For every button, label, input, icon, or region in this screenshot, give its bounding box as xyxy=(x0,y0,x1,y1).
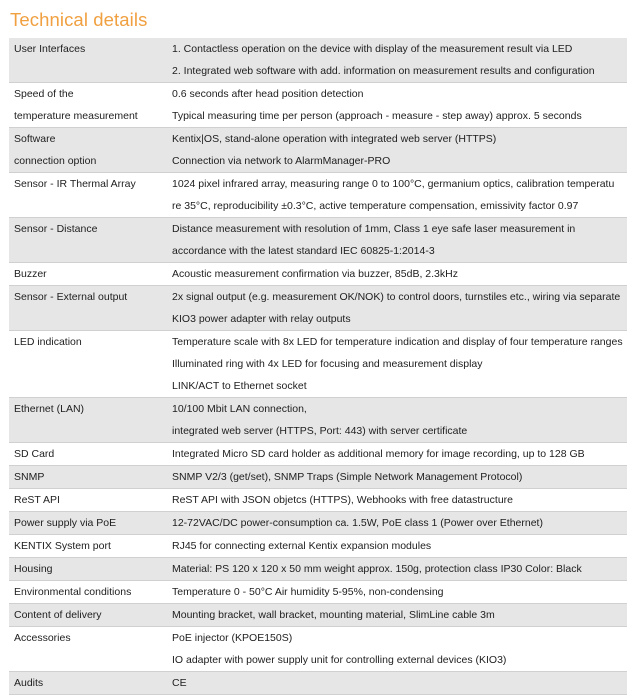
value-line: 12-72VAC/DC power-consumption ca. 1.5W, PoE class 1 (Power over Ethernet) xyxy=(172,517,543,529)
row-label xyxy=(9,263,172,285)
label-line: Speed of the xyxy=(14,88,74,100)
row-value xyxy=(172,558,627,580)
table-row xyxy=(9,173,627,218)
row-label xyxy=(9,398,172,442)
label-line xyxy=(14,195,172,217)
label-line xyxy=(14,60,172,82)
value-line: KIO3 power adapter with relay outputs xyxy=(172,313,351,325)
row-label xyxy=(9,512,172,534)
label-line: Sensor - Distance xyxy=(14,223,98,235)
row-label xyxy=(9,558,172,580)
table-row xyxy=(9,398,627,443)
label-line: KENTIX System port xyxy=(14,540,111,552)
value-line: 2. Integrated web software with add. information on measurement results and configuration xyxy=(172,65,595,77)
label-line: Content of delivery xyxy=(14,609,102,621)
label-line xyxy=(14,375,172,397)
row-label xyxy=(9,173,172,217)
value-line: Material: PS 120 x 120 x 50 mm weight approx. 150g, protection class IP30 Color: Black xyxy=(172,563,582,575)
table-row xyxy=(9,489,627,512)
value-line: Integrated Micro SD card holder as additional memory for image recording, up to 128 GB xyxy=(172,448,585,460)
row-value xyxy=(172,512,627,534)
value-line: Typical measuring time per person (approach - measure - step away) approx. 5 seconds xyxy=(172,110,582,122)
label-line: SNMP xyxy=(14,471,45,483)
row-value xyxy=(172,581,627,603)
label-line: Sensor - IR Thermal Array xyxy=(14,178,136,190)
row-value xyxy=(172,218,627,262)
value-line: Acoustic measurement confirmation via buzzer, 85dB, 2.3kHz xyxy=(172,268,458,280)
row-label xyxy=(9,331,172,397)
row-label xyxy=(9,38,172,82)
row-value xyxy=(172,263,627,285)
row-value xyxy=(172,173,627,217)
row-value xyxy=(172,466,627,488)
value-line: Temperature scale with 8x LED for temperature indication and display of four temperature ranges xyxy=(172,336,623,348)
value-line: Distance measurement with resolution of 1mm, Class 1 eye safe laser measurement in xyxy=(172,223,576,235)
label-line: Buzzer xyxy=(14,268,47,280)
value-line: Temperature 0 - 50°C Air humidity 5-95%, non-condensing xyxy=(172,586,444,598)
row-label xyxy=(9,218,172,262)
label-line: User Interfaces xyxy=(14,43,86,55)
row-value xyxy=(172,83,627,127)
table-row xyxy=(9,263,627,286)
row-value xyxy=(172,286,627,330)
value-line: 10/100 Mbit LAN connection, xyxy=(172,403,307,415)
label-line: Sensor - External output xyxy=(14,291,128,303)
label-line xyxy=(14,353,172,375)
label-line: Accessories xyxy=(14,632,71,644)
row-value xyxy=(172,38,627,82)
label-line xyxy=(14,240,172,262)
label-line: SD Card xyxy=(14,448,55,460)
value-line: 0.6 seconds after head position detection xyxy=(172,88,364,100)
value-line: accordance with the latest standard IEC 60825-1:2014-3 xyxy=(172,245,435,257)
value-line: SNMP V2/3 (get/set), SNMP Traps (Simple Network Management Protocol) xyxy=(172,471,523,483)
table-row xyxy=(9,466,627,489)
row-label xyxy=(9,466,172,488)
label-line: LED indication xyxy=(14,336,82,348)
table-row xyxy=(9,128,627,173)
row-value xyxy=(172,627,627,671)
label-line xyxy=(14,420,172,442)
label-line: connection option xyxy=(14,155,97,167)
table-row xyxy=(9,286,627,331)
value-line: CE xyxy=(172,677,187,689)
value-line: re 35°C, reproducibility ±0.3°C, active temperature compensation, emissivity factor 0.97 xyxy=(172,200,579,212)
value-line: Kentix|OS, stand-alone operation with integrated web server (HTTPS) xyxy=(172,133,497,145)
table-row xyxy=(9,604,627,627)
label-line: Audits xyxy=(14,677,44,689)
value-line: 2x signal output (e.g. measurement OK/NOK) to control doors, turnstiles etc., wiring via separate xyxy=(172,291,621,303)
label-line xyxy=(14,308,172,330)
value-line: PoE injector (KPOE150S) xyxy=(172,632,293,644)
label-line: ReST API xyxy=(14,494,60,506)
row-label xyxy=(9,128,172,172)
table-row xyxy=(9,331,627,398)
label-line: Ethernet (LAN) xyxy=(14,403,85,415)
row-label xyxy=(9,604,172,626)
table-row xyxy=(9,443,627,466)
row-label xyxy=(9,672,172,694)
label-line: Power supply via PoE xyxy=(14,517,117,529)
table-row xyxy=(9,672,627,695)
value-line: LINK/ACT to Ethernet socket xyxy=(172,380,307,392)
row-value xyxy=(172,398,627,442)
row-label xyxy=(9,535,172,557)
value-line: 1. Contactless operation on the device with display of the measurement result via LED xyxy=(172,43,573,55)
table-row xyxy=(9,627,627,672)
table-row xyxy=(9,83,627,128)
value-line: integrated web server (HTTPS, Port: 443) with server certificate xyxy=(172,425,468,437)
value-line: 1024 pixel infrared array, measuring range 0 to 100°C, germanium optics, calibration temperatu xyxy=(172,178,615,190)
value-line: Connection via network to AlarmManager-PRO xyxy=(172,155,391,167)
technical-details-table xyxy=(9,38,627,695)
page-title: Technical details xyxy=(10,9,148,30)
value-line: Illuminated ring with 4x LED for focusing and measurement display xyxy=(172,358,483,370)
label-line: Software xyxy=(14,133,56,145)
row-value xyxy=(172,672,627,694)
label-line: Housing xyxy=(14,563,53,575)
table-row xyxy=(9,512,627,535)
label-line: Environmental conditions xyxy=(14,586,132,598)
row-label xyxy=(9,489,172,511)
row-label xyxy=(9,627,172,671)
row-label xyxy=(9,581,172,603)
row-value xyxy=(172,604,627,626)
table-row xyxy=(9,581,627,604)
row-value xyxy=(172,535,627,557)
value-line: IO adapter with power supply unit for controlling external devices (KIO3) xyxy=(172,654,507,666)
row-value xyxy=(172,128,627,172)
label-line: temperature measurement xyxy=(14,110,138,122)
value-line: RJ45 for connecting external Kentix expansion modules xyxy=(172,540,432,552)
row-value xyxy=(172,489,627,511)
row-label xyxy=(9,286,172,330)
value-line: Mounting bracket, wall bracket, mounting material, SlimLine cable 3m xyxy=(172,609,495,621)
table-row xyxy=(9,558,627,581)
table-row xyxy=(9,535,627,558)
row-label xyxy=(9,443,172,465)
value-line: ReST API with JSON objetcs (HTTPS), Webhooks with free datastructure xyxy=(172,494,513,506)
label-line xyxy=(14,649,172,671)
row-value xyxy=(172,443,627,465)
table-row xyxy=(9,38,627,83)
row-value xyxy=(172,331,627,397)
table-row xyxy=(9,218,627,263)
row-label xyxy=(9,83,172,127)
